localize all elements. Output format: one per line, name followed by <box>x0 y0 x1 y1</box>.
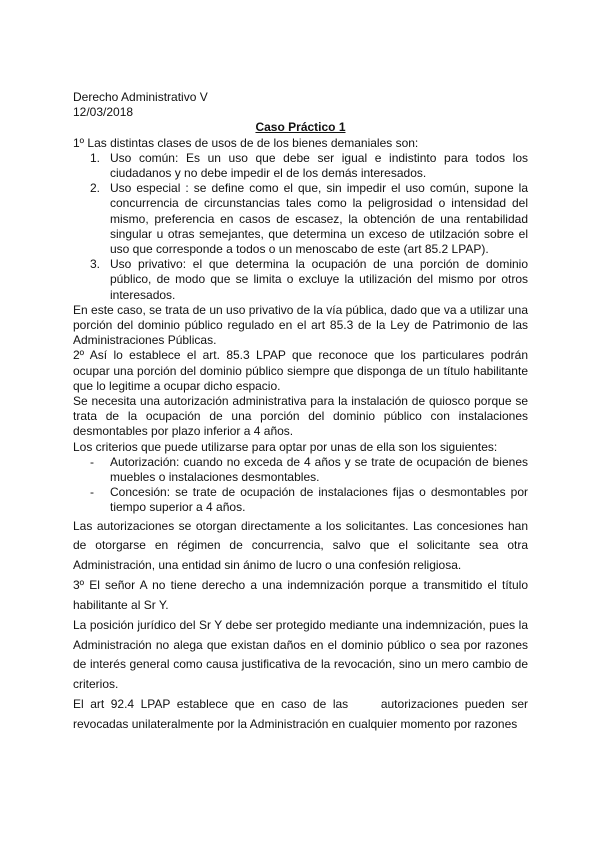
q3-paragraph-2: La posición jurídico del Sr Y debe ser protegido mediante una indemnización, pues la Administración no alega que existan daños en el dominio público o sea por razones de interés general como causa justificativa de la revocación, sino un mero cambio de criterios. <box>73 618 528 691</box>
usage-types-list <box>73 151 528 303</box>
list-marker: 3. <box>90 257 101 272</box>
list-item-text: Autorización: cuando no exceda de 4 años y se trate de ocupación de bienes muebles o instalaciones desmontables. <box>110 454 528 485</box>
q1-intro: 1º Las distintas clases de usos de de los bienes demaniales son: <box>73 135 419 150</box>
q3-paragraph-1: 3º El señor A no tiene derecho a una indemnización porque a transmitido el título habilitante al Sr Y. <box>73 578 528 612</box>
list-item <box>73 181 528 257</box>
q2-paragraph-1: 2º Así lo establece el art. 85.3 LPAP que reconoce que los particulares podrán ocupar una porción del dominio público siempre que disponga de un título habilitante que lo legitime a ocupar dicho espacio. <box>73 348 528 393</box>
q2-paragraph-4: Las autorizaciones se otorgan directamente a los solicitantes. Las concesiones han de otorgarse en régimen de concurrencia, salvo que el solicitante sea otra Administración, una entidad sin ánimo de lucro o una confesión religiosa. <box>73 518 528 572</box>
list-item <box>73 257 528 303</box>
list-marker: - <box>90 454 94 469</box>
course-name: Derecho Administrativo V <box>73 90 208 104</box>
list-item-text: Uso privativo: el que determina la ocupación de una porción de dominio público, de modo que se limita o excluye la utilización del mismo por otros interesados. <box>110 257 528 302</box>
q1-conclusion: En este caso, se trata de un uso privativo de la vía pública, dado que va a utilizar una porción del dominio público regulado en el art 85.3 de la Ley de Patrimonio de las Administraciones Públicas. <box>73 302 528 348</box>
document-page <box>73 90 532 734</box>
document-title: Caso Práctico 1 <box>255 120 346 135</box>
list-marker: 1. <box>90 150 101 165</box>
list-item <box>73 151 528 181</box>
list-item-text: Uso especial : se define como el que, sin impedir el uso común, supone la concurrencia de circunstancias tales como la peligrosidad o intensidad del mismo, preferencia en casos de escasez, la obtención de una rentabilidad singular u otras semejantes, que determina un exceso de utilzación sobre el uso que corresponde a todos o un menoscabo de este (art 85.2 LPAP). <box>110 181 528 257</box>
list-item-text: Uso común: Es un uso que debe ser igual e indistinto para todos los ciudadanos y no debe impedir el de los demás interesados. <box>110 150 528 181</box>
list-marker: 2. <box>90 181 101 196</box>
document-date: 12/03/2018 <box>73 105 134 120</box>
q3-paragraph-3: El art 92.4 LPAP establece que en caso de las autorizaciones pueden ser revocadas unilateralmente por la Administración en cualquier momento por razones <box>73 697 532 731</box>
list-item-text: Concesión: se trate de ocupación de instalaciones fijas o desmontables por tiempo superior a 4 años. <box>110 485 528 515</box>
list-item <box>73 485 528 515</box>
q2-paragraph-3: Los criterios que puede utilizarse para optar por unas de ella son los siguientes: <box>73 439 498 454</box>
q2-paragraph-2: Se necesita una autorización administrativa para la instalación de quiosco porque se trata de la ocupación de una porción del dominio público con instalaciones desmontables por plazo inferior a 4 años. <box>73 394 528 439</box>
list-item <box>73 455 528 485</box>
list-marker: - <box>90 485 94 500</box>
criteria-list <box>73 455 528 516</box>
